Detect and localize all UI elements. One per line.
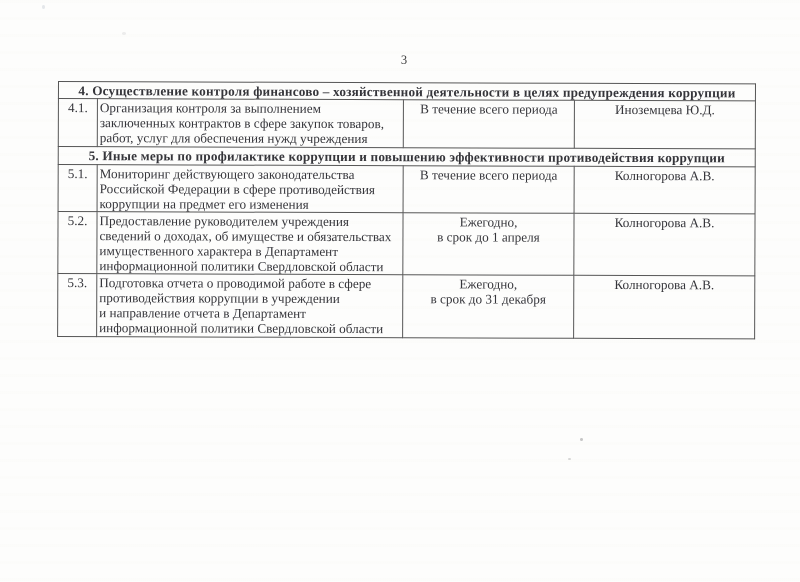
responsible-cell: [574, 213, 755, 276]
measure-text: Организация контроля за выполнением заключенных контрактов в сфере закупок товаров, работ, услуг для обеспечения нужд учреждения: [99, 100, 385, 147]
responsible-text: Колногорова А.В.: [614, 167, 715, 184]
table-row-5-2: [58, 212, 755, 276]
measure-cell: [97, 165, 403, 213]
responsible-cell: [574, 100, 755, 149]
section-5-title: 5. Иные меры по профилактике коррупции и повышению эффективности противодействия коррупции: [58, 147, 755, 167]
anticorruption-plan-table: [57, 81, 756, 339]
scan-speck: [122, 32, 126, 35]
row-number: 5.3.: [67, 275, 88, 291]
row-number-cell: [58, 99, 97, 147]
period-cell: [403, 275, 574, 339]
measure-text: Подготовка отчета о проводимой работе в сфере противодействия коррупции в учреждении и направление отчета в Департамент информационной политики Свердловской области: [99, 275, 384, 337]
section-5-header-row: [58, 147, 755, 167]
table-row-5-3: [58, 274, 755, 339]
page-number: 3: [400, 53, 408, 67]
measure-cell: [97, 212, 403, 275]
table-row-5-1: [58, 165, 755, 214]
section-4-header-row: [58, 82, 755, 101]
responsible-cell: [574, 166, 755, 214]
scan-speck: [568, 458, 571, 460]
responsible-text: Колногорова А.В.: [614, 214, 715, 231]
scan-speck: [42, 5, 45, 9]
measure-cell: [97, 99, 403, 148]
period-text: Ежегодно, в срок до 31 декабря: [430, 276, 546, 307]
responsible-text: Колногорова А.В.: [614, 276, 715, 293]
row-number: 4.1.: [67, 100, 88, 116]
responsible-cell: [574, 275, 755, 339]
row-number: 5.1.: [67, 166, 88, 182]
responsible-text: Иноземцева Ю.Д.: [614, 101, 715, 118]
measure-cell: [97, 274, 403, 338]
row-number-cell: [58, 165, 97, 212]
period-cell: [403, 100, 574, 149]
row-number: 5.2.: [67, 213, 88, 229]
period-cell: [403, 166, 574, 214]
period-cell: [403, 213, 574, 276]
table-row-4-1: [58, 99, 755, 149]
period-text: Ежегодно, в срок до 1 апреля: [437, 214, 540, 245]
scan-speck: [580, 438, 583, 441]
section-4-title: 4. Осуществление контроля финансово – хозяйственной деятельности в целях предупреждения коррупции: [58, 82, 755, 101]
measure-text: Предоставление руководителем учреждения сведений о доходах, об имуществе и обязательствах имущественного характера в Департамент информационной политики Свердловской области: [99, 213, 392, 275]
row-number-cell: [58, 212, 97, 274]
period-text: В течение всего периода: [419, 167, 558, 183]
row-number-cell: [58, 274, 97, 337]
period-text: В течение всего периода: [420, 101, 558, 117]
measure-text: Мониторинг действующего законодательства Российской Федерации в сфере противодействия коррупции на предмет его изменения: [99, 166, 376, 212]
